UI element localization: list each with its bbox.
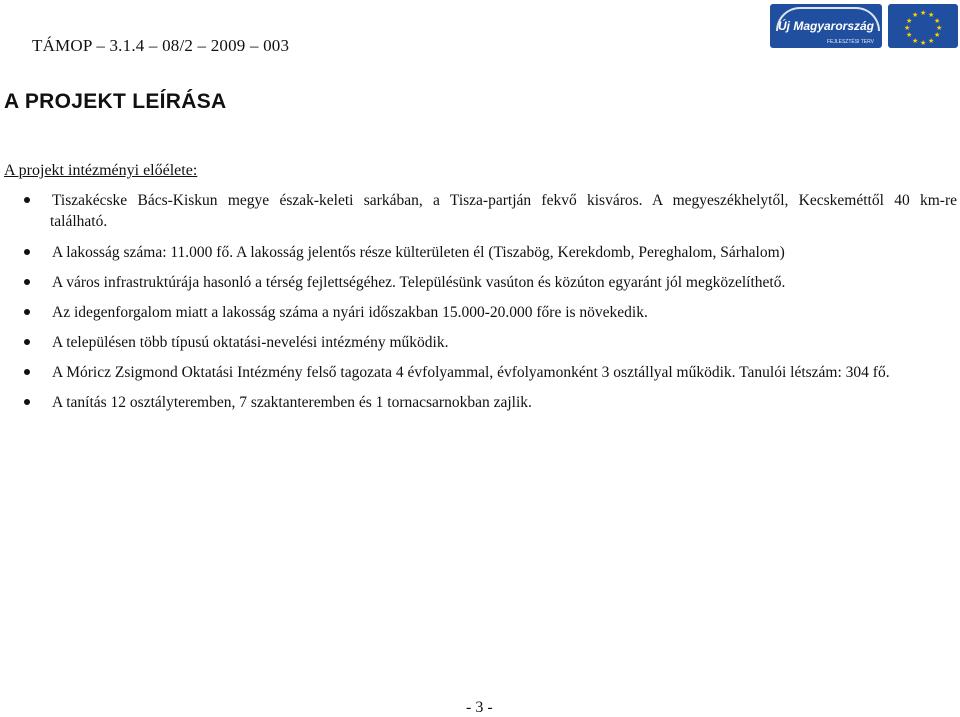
uj-magyarorszag-logo bbox=[770, 4, 882, 48]
list-item-text: A tanítás 12 osztályteremben, 7 szaktanteremben és 1 tornacsarnokban zajlik. bbox=[52, 394, 532, 411]
uj-magyarorszag-logo-subtext: FEJLESZTÉSI TERV bbox=[826, 39, 874, 45]
list-item bbox=[0, 242, 960, 263]
list-item bbox=[0, 362, 960, 383]
bullet-list bbox=[0, 190, 960, 422]
list-item-text-line-1: Tiszakécske Bács-Kiskun megye észak-keleti sarkában, a Tisza-partján fekvő kisváros. A megyeszékhelytől, Kecskeméttől 40 km-re bbox=[52, 192, 957, 209]
list-item bbox=[0, 302, 960, 323]
eu-star-icon: ★ bbox=[904, 24, 911, 32]
list-item-text: Az idegenforgalom miatt a lakosság száma a nyári időszakban 15.000-20.000 főre is növekedik. bbox=[52, 304, 648, 321]
bullet-icon bbox=[24, 249, 30, 255]
eu-star-icon: ★ bbox=[912, 11, 919, 19]
eu-star-icon: ★ bbox=[934, 17, 941, 25]
eu-star-icon: ★ bbox=[936, 24, 943, 32]
list-item-text-line-2: található. bbox=[50, 213, 108, 230]
bridge-arc-icon bbox=[776, 7, 880, 31]
bullet-icon bbox=[24, 279, 30, 285]
list-item bbox=[0, 190, 960, 232]
list-item-text: A településen több típusú oktatási-nevelési intézmény működik. bbox=[52, 334, 449, 351]
bullet-icon bbox=[24, 309, 30, 315]
eu-star-icon: ★ bbox=[934, 31, 941, 39]
list-item bbox=[0, 332, 960, 353]
bullet-icon bbox=[24, 399, 30, 405]
bullet-icon bbox=[24, 197, 30, 203]
uj-magyarorszag-logo-text: Új Magyarország bbox=[777, 19, 875, 33]
page-number: - 3 - bbox=[466, 699, 493, 716]
header-logos bbox=[770, 4, 958, 48]
eu-star-icon: ★ bbox=[920, 39, 927, 47]
section-heading: A projekt intézményi előélete: bbox=[4, 162, 198, 179]
eu-star-icon: ★ bbox=[906, 31, 913, 39]
eu-star-icon: ★ bbox=[920, 9, 927, 17]
bullet-icon bbox=[24, 369, 30, 375]
list-item-text: A lakosság száma: 11.000 fő. A lakosság jelentős része külterületen él (Tiszabög, Kerekdomb, Pereghalom, Sárhalom) bbox=[52, 244, 785, 261]
bullet-icon bbox=[24, 339, 30, 345]
list-item-text: A Móricz Zsigmond Oktatási Intézmény felső tagozata 4 évfolyammal, évfolyamonként 3 osztállyal működik. Tanulói létszám: 304 fő. bbox=[52, 364, 890, 381]
document-code: TÁMOP – 3.1.4 – 08/2 – 2009 – 003 bbox=[32, 36, 290, 55]
page-title: A PROJEKT LEÍRÁSA bbox=[4, 90, 227, 113]
list-item-text: A város infrastruktúrája hasonló a térség fejlettségéhez. Településünk vasúton és közúton egyaránt jól megközelíthető. bbox=[52, 274, 786, 291]
list-item bbox=[0, 272, 960, 293]
eu-star-icon: ★ bbox=[928, 11, 935, 19]
eu-star-icon: ★ bbox=[928, 37, 935, 45]
eu-flag-logo bbox=[888, 4, 958, 48]
eu-star-icon: ★ bbox=[912, 37, 919, 45]
eu-star-icon: ★ bbox=[906, 17, 913, 25]
list-item bbox=[0, 392, 960, 413]
